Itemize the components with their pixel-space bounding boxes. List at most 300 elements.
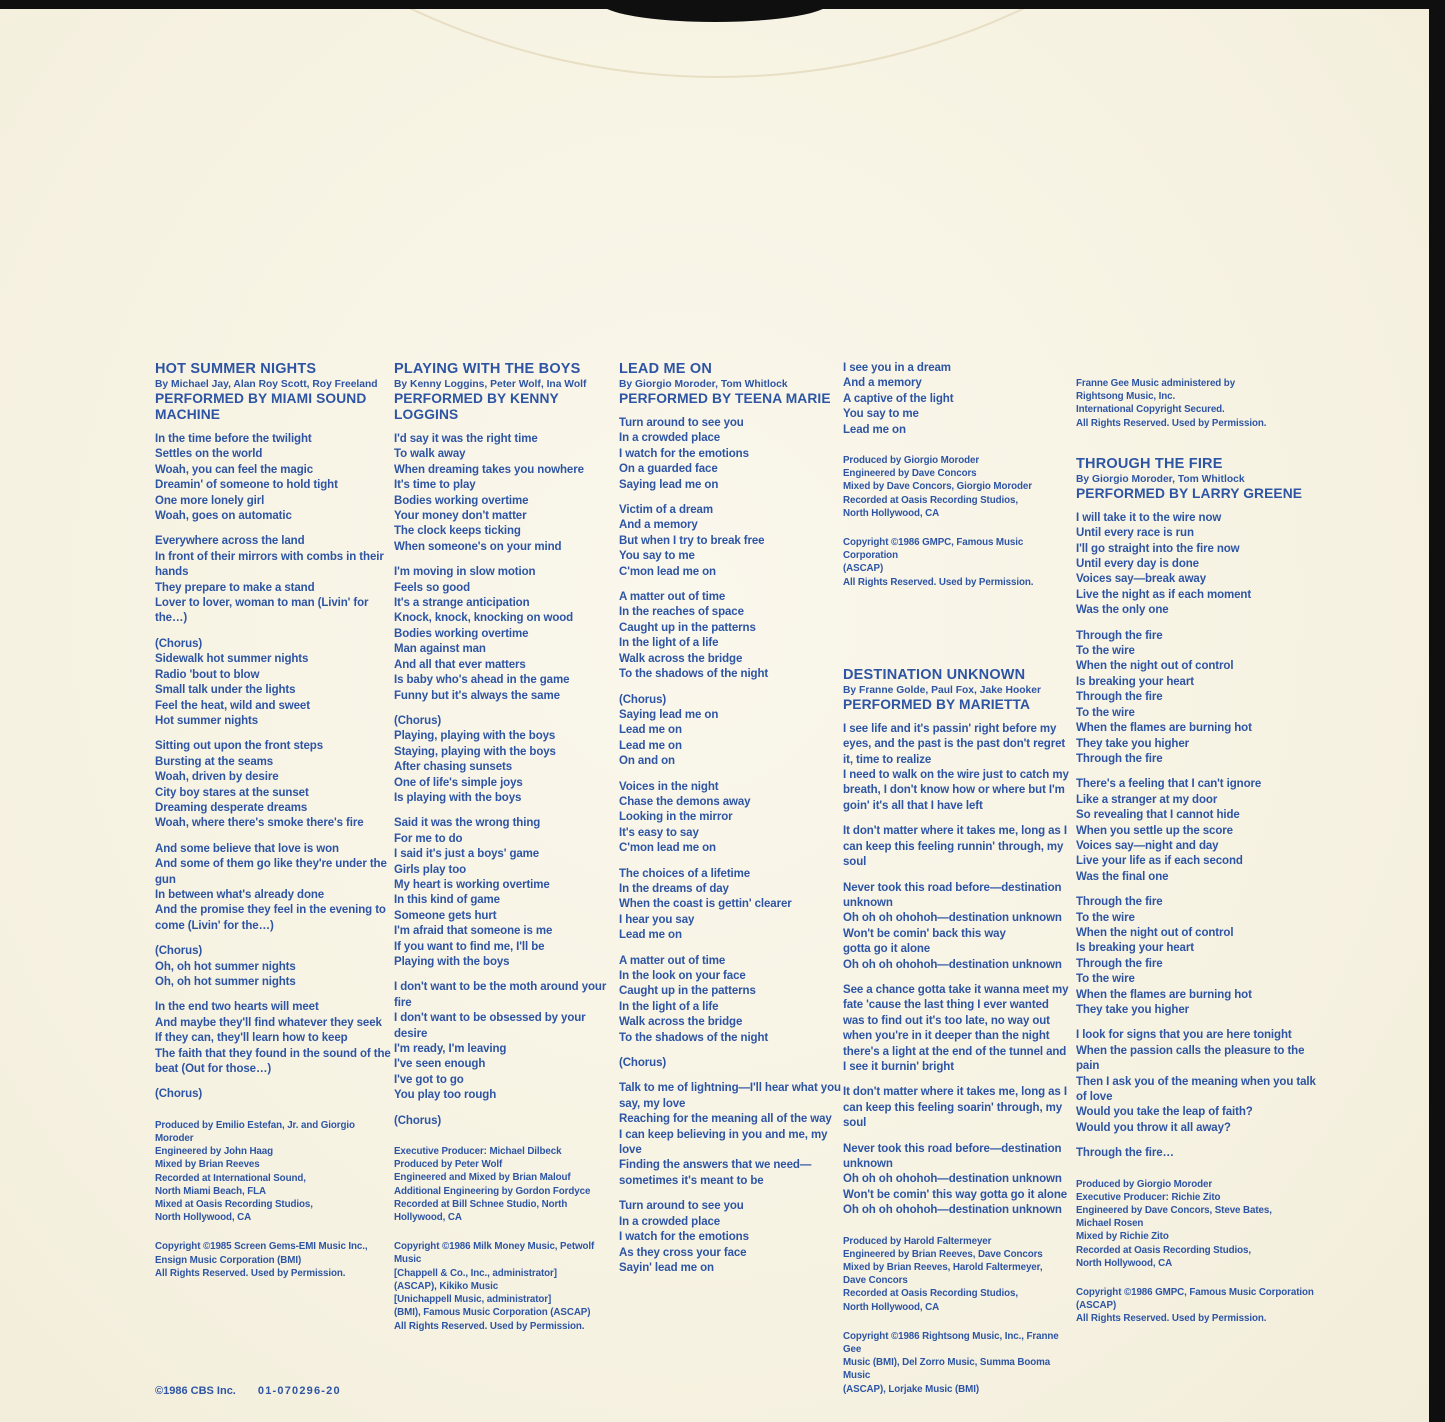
- song-byline: By Giorgio Moroder, Tom Whitlock: [1076, 473, 1245, 485]
- lyric-line: There's a feeling that I can't ignore: [1076, 778, 1262, 791]
- stanza: [843, 824, 1069, 870]
- lyric-line: If they can, they'll learn how to keep: [155, 1032, 348, 1045]
- lyric-line: A matter out of time: [619, 591, 726, 604]
- stanza: [619, 416, 841, 493]
- lyric-line: Small talk under the lights: [155, 684, 296, 697]
- credit-line: North Hollywood, CA: [155, 1212, 252, 1224]
- lyric-line: Oh, oh hot summer nights: [155, 960, 296, 973]
- stanza: [619, 954, 841, 1046]
- credit-line: All Rights Reserved. Used by Permission.: [1076, 417, 1267, 429]
- lyric-line: It don't matter where it takes me, long as I can keep this feeling runnin' through, my soul: [843, 825, 1067, 869]
- lyric-line: In a crowded place: [619, 432, 721, 445]
- lyric-line: And a memory: [619, 519, 698, 532]
- lyric-line: In the reaches of space: [619, 606, 744, 619]
- lyric-line: Woah, where there's smoke there's fire: [155, 817, 364, 830]
- lyric-line: On and on: [619, 755, 675, 768]
- lyric-line: When the coast is gettin' clearer: [619, 898, 792, 911]
- lyric-line: One of life's simple joys: [394, 776, 523, 789]
- lyric-line: Staying, playing with the boys: [394, 745, 556, 758]
- lyric-line: In between what's already done: [155, 888, 325, 901]
- lyric-line: Playing with the boys: [394, 956, 510, 968]
- lyric-line: You say to me: [619, 550, 695, 563]
- lyric-line: Woah, you can feel the magic: [155, 463, 314, 476]
- credit-line: Executive Producer: Michael Dilbeck: [394, 1146, 562, 1158]
- credit-line: [Unichappell Music, administrator]: [394, 1294, 552, 1306]
- credit-line: All Rights Reserved. Used by Permission.: [155, 1267, 346, 1279]
- lyric-line: And the promise they feel in the evening to come (Livin' for the…): [155, 904, 386, 932]
- credit-line: Engineered by Dave Concors, Steve Bates,: [1076, 1205, 1272, 1217]
- credit-line: Mixed by Richie Zito: [1076, 1231, 1169, 1243]
- lyrics-column-5: [1076, 361, 1316, 1326]
- stanza: [619, 867, 841, 944]
- lyric-line: Woah, goes on automatic: [155, 510, 292, 523]
- lyric-line: Was the only one: [1076, 604, 1169, 617]
- stanza: [843, 722, 1069, 814]
- lyric-line: Feel the heat, wild and sweet: [155, 699, 310, 712]
- lyric-line: As they cross your face: [619, 1246, 747, 1259]
- lyric-line: Lead me on: [843, 423, 906, 436]
- lyric-line: Everywhere across the land: [155, 535, 305, 548]
- lyric-line: City boy stares at the sunset: [155, 786, 309, 799]
- credit-line: (ASCAP), Kikiko Music: [394, 1280, 499, 1292]
- credit-line: Produced by Giorgio Moroder: [1076, 1178, 1213, 1190]
- lyric-line: To the wire: [1076, 973, 1135, 986]
- credits-block: [155, 1240, 391, 1280]
- lyric-line: When the night out of control: [1076, 926, 1234, 939]
- credit-line: All Rights Reserved. Used by Permission.: [1076, 1313, 1267, 1325]
- song-heading: [155, 361, 391, 423]
- stanza: [619, 1081, 841, 1189]
- credit-line: Produced by Giorgio Moroder: [843, 455, 980, 467]
- credit-line: Music (BMI), Del Zorro Music, Summa Booma Music: [843, 1357, 1051, 1382]
- credit-line: All Rights Reserved. Used by Permission.: [843, 576, 1034, 588]
- credits-block: [1076, 1178, 1316, 1270]
- lyric-line: They take you higher: [1076, 1004, 1190, 1016]
- lyric-line: I can keep believing in you and me, my love: [619, 1128, 828, 1157]
- lyric-line: So revealing that I cannot hide: [1076, 809, 1240, 822]
- lyric-line: Walk across the bridge: [619, 1016, 743, 1029]
- lyric-line: When dreaming takes you nowhere: [394, 463, 584, 476]
- lyric-line: You play too rough: [394, 1089, 497, 1102]
- lyric-line: If you want to find me, I'll be: [394, 940, 545, 953]
- song-heading: [843, 667, 1069, 713]
- credit-line: North Hollywood, CA: [1076, 1257, 1173, 1269]
- lyric-line: I hear you say: [619, 913, 695, 926]
- lyric-line: Oh oh oh ohohoh—destination unknown: [843, 958, 1062, 971]
- lyric-line: (Chorus): [619, 693, 667, 706]
- lyric-line: (Chorus): [619, 1057, 667, 1070]
- lyric-line: In the light of a life: [619, 1000, 719, 1013]
- credit-line: North Hollywood, CA: [843, 507, 940, 519]
- credits-block: [155, 1119, 391, 1225]
- song-title: HOT SUMMER NIGHTS: [155, 361, 317, 377]
- lyric-line: Voices say—night and day: [1076, 839, 1219, 852]
- lyric-line: Turn around to see you: [619, 1200, 744, 1213]
- credit-line: (BMI), Famous Music Corporation (ASCAP): [394, 1307, 591, 1319]
- stanza: [1076, 895, 1316, 1018]
- lyric-line: When someone's on your mind: [394, 540, 562, 553]
- lyric-line: They take you higher: [1076, 737, 1190, 750]
- lyric-line: I've got to go: [394, 1073, 464, 1086]
- lyric-line: Dreamin' of someone to hold tight: [155, 479, 338, 492]
- lyric-line: Won't be comin' this way gotta go it alone: [843, 1188, 1068, 1201]
- lyric-line: Said it was the wrong thing: [394, 817, 541, 830]
- stanza: [155, 1000, 391, 1077]
- lyric-line: Like a stranger at my door: [1076, 793, 1218, 806]
- song-performer: PERFORMED BY MIAMI SOUND MACHINE: [155, 391, 367, 422]
- song-performer: PERFORMED BY LARRY GREENE: [1076, 485, 1303, 501]
- stanza: [619, 780, 841, 857]
- stanza: [394, 432, 609, 555]
- credit-line: Mixed by Dave Concors, Giorgio Moroder: [843, 481, 1032, 493]
- credit-line: All Rights Reserved. Used by Permission.: [394, 1320, 585, 1332]
- lyric-line: Talk to me of lightning—I'll hear what you say, my love: [619, 1082, 841, 1110]
- lyrics-column-2: [394, 361, 609, 1333]
- lyrics-column-3: [619, 361, 841, 1286]
- credit-line: Engineered and Mixed by Brian Malouf: [394, 1172, 571, 1184]
- lyric-line: Until every day is done: [1076, 558, 1199, 571]
- label-copyright: ©1986 CBS Inc.: [155, 1385, 236, 1397]
- stanza: [843, 361, 1069, 438]
- credit-line: Copyright ©1986 GMPC, Famous Music Corporation: [1076, 1287, 1314, 1299]
- stanza: [394, 980, 609, 1103]
- lyric-line: Is breaking your heart: [1076, 942, 1194, 955]
- lyric-line: After chasing sunsets: [394, 761, 513, 774]
- lyric-line: I need to walk on the wire just to catch my breath, I don't know how or where but I'm goin' it's all that I have left: [843, 769, 1069, 812]
- lyric-line: The choices of a lifetime: [619, 867, 751, 880]
- lyric-line: Was the final one: [1076, 870, 1169, 883]
- stanza: [619, 503, 841, 580]
- lyric-line: Walk across the bridge: [619, 652, 743, 665]
- credit-line: Franne Gee Music administered by: [1076, 378, 1236, 389]
- credits-block: [843, 1235, 1069, 1314]
- lyric-line: Dreaming desperate dreams: [155, 801, 308, 814]
- lyric-line: To the wire: [1076, 911, 1135, 924]
- lyric-line: For me to do: [394, 832, 463, 845]
- lyric-line: Then I ask you of the meaning when you talk of love: [1076, 1075, 1316, 1104]
- lyric-line: Through the fire: [1076, 629, 1163, 642]
- lyric-line: A matter out of time: [619, 954, 726, 967]
- lyric-line: When the flames are burning hot: [1076, 988, 1252, 1001]
- credit-line: Engineered by John Haag: [155, 1146, 274, 1158]
- lyric-line: (Chorus): [155, 1088, 203, 1101]
- stanza: [843, 881, 1069, 973]
- lyric-line: When the night out of control: [1076, 660, 1234, 673]
- lyric-line: To the shadows of the night: [619, 668, 769, 681]
- lyric-line: Through the fire: [1076, 957, 1163, 970]
- lyric-line: When the flames are burning hot: [1076, 722, 1252, 735]
- lyric-line: Reaching for the meaning all of the way: [619, 1113, 832, 1126]
- lyric-line: Won't be comin' back this way: [843, 927, 1006, 940]
- song-heading: [394, 361, 609, 423]
- stanza: [155, 432, 391, 524]
- song-title: PLAYING WITH THE BOYS: [394, 361, 581, 377]
- stanza: [394, 816, 609, 970]
- lyric-line: When the passion calls the pleasure to the pain: [1076, 1044, 1305, 1073]
- stanza: [1076, 1146, 1316, 1161]
- stanza: [155, 1087, 391, 1102]
- stanza: [155, 739, 391, 831]
- lyric-line: Looking in the mirror: [619, 811, 733, 824]
- lyric-line: To walk away: [394, 448, 466, 461]
- credit-line: Produced by Harold Faltermeyer: [843, 1235, 992, 1247]
- lyric-line: C'mon lead me on: [619, 565, 716, 578]
- lyric-line: They prepare to make a stand: [155, 581, 315, 594]
- lyric-line: Caught up in the patterns: [619, 621, 756, 634]
- lyric-line: Hot summer nights: [155, 714, 259, 727]
- lyric-line: Saying lead me on: [619, 708, 719, 721]
- lyric-line: My heart is working overtime: [394, 878, 550, 891]
- lyric-line: C'mon lead me on: [619, 842, 716, 855]
- stanza: [155, 534, 391, 626]
- lyric-line: Victim of a dream: [619, 504, 713, 517]
- stanza: [843, 1085, 1069, 1131]
- lyric-line: Oh, oh hot summer nights: [155, 976, 296, 988]
- lyric-line: Caught up in the patterns: [619, 985, 756, 998]
- lyric-line: Live the night as if each moment: [1076, 588, 1252, 601]
- stanza: [394, 714, 609, 806]
- lyric-line: Lead me on: [619, 739, 682, 752]
- lyric-line: Lead me on: [619, 724, 682, 737]
- credit-line: Recorded at Oasis Recording Studios,: [843, 494, 1018, 506]
- lyric-line: I watch for the emotions: [619, 1231, 749, 1244]
- lyric-line: In the dreams of day: [619, 882, 729, 895]
- lyric-line: In the light of a life: [619, 637, 719, 650]
- lyric-line: Would you throw it all away?: [1076, 1121, 1231, 1134]
- credits-block: [843, 1330, 1069, 1396]
- lyric-line: And all that ever matters: [394, 658, 526, 671]
- stanza: [1076, 511, 1316, 619]
- credits-block: [394, 1145, 609, 1224]
- lyric-line: It's a strange anticipation: [394, 597, 530, 610]
- lyric-line: In the end two hearts will meet: [155, 1001, 319, 1014]
- lyrics-column-1: [155, 361, 391, 1280]
- stanza: [1076, 629, 1316, 768]
- lyric-line: It's time to play: [394, 479, 476, 492]
- lyric-line: I'll go straight into the fire now: [1076, 542, 1240, 555]
- credit-line: Engineered by Brian Reeves, Dave Concors: [843, 1248, 1043, 1260]
- lyric-line: I said it's just a boys' game: [394, 848, 540, 861]
- footer-line: [155, 1385, 341, 1397]
- stanza: [619, 693, 841, 770]
- stanza: [394, 1114, 609, 1129]
- song-title: LEAD ME ON: [619, 361, 713, 377]
- stanza: [155, 944, 391, 990]
- lyric-line: Oh oh oh ohohoh—destination unknown: [843, 1204, 1062, 1217]
- lyric-line: I see life and it's passin' right before my eyes, and the past is the past don't regret it, time to realize: [843, 722, 1066, 766]
- stanza: [843, 1142, 1069, 1219]
- lyric-line: Until every race is run: [1076, 527, 1194, 540]
- lyric-line: Through the fire: [1076, 752, 1163, 765]
- lyric-line: When you settle up the score: [1076, 824, 1233, 837]
- credits-block: [394, 1240, 609, 1332]
- credit-line: (ASCAP): [1076, 1300, 1117, 1312]
- lyric-line: Your money don't matter: [394, 510, 527, 523]
- lyric-line: Oh oh oh ohohoh—destination unknown: [843, 1173, 1062, 1186]
- credit-line: International Copyright Secured.: [1076, 404, 1225, 416]
- lyric-line: Settles on the world: [155, 448, 263, 461]
- credit-line: Recorded at International Sound,: [155, 1172, 306, 1184]
- lyric-line: I will take it to the wire now: [1076, 511, 1222, 524]
- lyric-line: Bursting at the seams: [155, 755, 274, 768]
- lyric-line: In the look on your face: [619, 970, 746, 982]
- record-sleeve: [0, 9, 1429, 1422]
- lyric-line: On a guarded face: [619, 463, 718, 476]
- lyric-line: Funny but it's always the same: [394, 689, 560, 702]
- lyric-line: (Chorus): [394, 1114, 442, 1127]
- credit-line: Dave Concors: [843, 1275, 908, 1287]
- lyric-line: Live your life as if each second: [1076, 855, 1243, 868]
- lyric-line: To the wire: [1076, 706, 1135, 719]
- lyric-line: And some of them go like they're under the gun: [155, 858, 387, 886]
- lyric-line: Girls play too: [394, 863, 467, 876]
- lyric-line: Turn around to see you: [619, 417, 744, 429]
- credit-line: Copyright ©1986 Rightsong Music, Inc., Franne Gee: [843, 1330, 1059, 1356]
- lyric-line: The faith that they found in the sound of the beat (Out for those…): [155, 1047, 391, 1076]
- stanza: [619, 1199, 841, 1276]
- credit-line: Produced by Emilio Estefan, Jr. and Giorgio Moroder: [155, 1119, 355, 1145]
- credits-block: [843, 454, 1069, 520]
- lyric-line: Oh oh oh ohohoh—destination unknown: [843, 912, 1062, 925]
- lyric-line: I'd say it was the right time: [394, 433, 538, 445]
- stanza: [619, 590, 841, 682]
- credit-line: (ASCAP), Lorjake Music (BMI): [843, 1383, 980, 1395]
- lyric-line: Is breaking your heart: [1076, 675, 1194, 688]
- catalog-number: 01-070296-20: [257, 1385, 341, 1397]
- credits-block: [843, 536, 1069, 589]
- lyric-line: Sayin' lead me on: [619, 1261, 714, 1274]
- lyric-line: See a chance gotta take it wanna meet my fate 'cause the last thing I ever wanted was to find out it's too late, no way out when you're in it deeper than the night there's a light at the end of the tunnel and I see it burnin' bright: [843, 983, 1069, 1073]
- credit-line: Recorded at Oasis Recording Studios,: [1076, 1244, 1251, 1256]
- lyric-line: To the wire: [1076, 645, 1135, 658]
- lyric-line: Voices in the night: [619, 780, 719, 793]
- lyric-line: I'm afraid that someone is me: [394, 925, 553, 938]
- lyric-line: I watch for the emotions: [619, 447, 749, 460]
- lyric-line: Bodies working overtime: [394, 494, 529, 507]
- lyric-line: But when I try to break free: [619, 534, 765, 547]
- song-heading: [1076, 456, 1316, 502]
- credit-line: Engineered by Dave Concors: [843, 468, 977, 480]
- credit-line: Recorded at Oasis Recording Studios,: [843, 1288, 1018, 1300]
- lyric-line: (Chorus): [155, 945, 203, 958]
- credit-line: Michael Rosen: [1076, 1218, 1144, 1230]
- stanza: [394, 565, 609, 704]
- stanza: [155, 637, 391, 729]
- lyric-line: I'm ready, I'm leaving: [394, 1043, 507, 1056]
- lyric-line: Never took this road before—destination unknown: [843, 1142, 1062, 1171]
- lyric-line: I'm moving in slow motion: [394, 566, 536, 579]
- credit-line: Produced by Peter Wolf: [394, 1159, 503, 1171]
- stanza: [619, 1056, 841, 1071]
- lyric-line: And maybe they'll find whatever they seek: [155, 1016, 382, 1029]
- stanza: [843, 983, 1069, 1075]
- lyric-line: Is baby who's ahead in the game: [394, 674, 570, 687]
- song-performer: PERFORMED BY MARIETTA: [843, 696, 1031, 712]
- song-performer: PERFORMED BY KENNY LOGGINS: [394, 391, 559, 422]
- lyric-line: Bodies working overtime: [394, 627, 529, 640]
- song-byline: By Franne Golde, Paul Fox, Jake Hooker: [843, 684, 1041, 696]
- lyric-line: I've seen enough: [394, 1058, 486, 1071]
- credit-line: Executive Producer: Richie Zito: [1076, 1191, 1221, 1203]
- stanza: [1076, 777, 1316, 885]
- lyric-line: (Chorus): [155, 637, 203, 650]
- lyric-line: And a memory: [843, 377, 922, 390]
- credit-line: Mixed by Brian Reeves: [155, 1159, 260, 1171]
- credits-block: [1076, 1286, 1316, 1326]
- credit-line: (ASCAP): [843, 563, 884, 575]
- lyric-line: In a crowded place: [619, 1215, 721, 1228]
- lyric-line: Sitting out upon the front steps: [155, 740, 323, 753]
- lyric-line: A captive of the light: [843, 392, 954, 405]
- lyric-line: I don't want to be obsessed by your desire: [394, 1012, 586, 1040]
- credit-line: Copyright ©1985 Screen Gems-EMI Music Inc.,: [155, 1241, 368, 1253]
- lyric-line: Someone gets hurt: [394, 909, 497, 922]
- lyric-line: You say to me: [843, 408, 919, 421]
- lyric-line: Playing, playing with the boys: [394, 730, 556, 743]
- lyric-line: gotta go it alone: [843, 943, 931, 956]
- credit-line: North Miami Beach, FLA: [155, 1185, 267, 1197]
- lyric-line: In this kind of game: [394, 894, 500, 907]
- lyric-line: Feels so good: [394, 581, 471, 594]
- lyric-line: Never took this road before—destination unknown: [843, 881, 1062, 909]
- song-byline: By Giorgio Moroder, Tom Whitlock: [619, 379, 788, 390]
- song-heading: [619, 361, 841, 407]
- lyric-line: Chase the demons away: [619, 795, 751, 808]
- credits-block: [1076, 377, 1316, 430]
- credit-line: Mixed by Brian Reeves, Harold Faltermeyer,: [843, 1262, 1043, 1274]
- lyric-line: I see you in a dream: [843, 362, 951, 374]
- credit-line: Additional Engineering by Gordon Fordyce: [394, 1185, 591, 1197]
- lyric-line: Radio 'bout to blow: [155, 668, 260, 681]
- lyric-line: In the time before the twilight: [155, 433, 312, 445]
- stanza: [1076, 1028, 1316, 1136]
- lyric-line: Finding the answers that we need—sometimes it's meant to be: [619, 1159, 812, 1187]
- lyric-line: Lead me on: [619, 929, 682, 942]
- credit-line: North Hollywood, CA: [843, 1301, 940, 1313]
- lyric-line: Voices say—break away: [1076, 573, 1207, 586]
- lyric-line: Lover to lover, woman to man (Livin' for the…): [155, 597, 369, 625]
- lyric-line: The clock keeps ticking: [394, 525, 521, 538]
- lyric-line: Is playing with the boys: [394, 791, 522, 804]
- credit-line: [Chappell & Co., Inc., administrator]: [394, 1267, 557, 1279]
- song-title: THROUGH THE FIRE: [1076, 455, 1223, 472]
- lyric-line: In front of their mirrors with combs in their hands: [155, 550, 384, 579]
- lyric-line: Through the fire: [1076, 896, 1163, 909]
- lyric-line: Woah, driven by desire: [155, 771, 279, 784]
- song-byline: By Michael Jay, Alan Roy Scott, Roy Freeland: [155, 379, 378, 390]
- song-title: DESTINATION UNKNOWN: [843, 666, 1026, 683]
- lyric-line: Through the fire…: [1076, 1147, 1174, 1160]
- lyric-line: It don't matter where it takes me, long as I can keep this feeling soarin' through, my soul: [843, 1086, 1067, 1130]
- lyric-line: And some believe that love is won: [155, 842, 339, 855]
- song-byline: By Kenny Loggins, Peter Wolf, Ina Wolf: [394, 379, 587, 390]
- credit-line: Ensign Music Corporation (BMI): [155, 1254, 302, 1266]
- lyric-line: To the shadows of the night: [619, 1031, 769, 1044]
- stanza: [155, 842, 391, 934]
- lyric-line: It's easy to say: [619, 826, 699, 839]
- lyric-line: Sidewalk hot summer nights: [155, 653, 309, 666]
- lyric-line: Man against man: [394, 643, 486, 656]
- credit-line: Rightsong Music, Inc.: [1076, 391, 1176, 403]
- credit-line: Recorded at Bill Schnee Studio, North Hollywood, CA: [394, 1198, 568, 1224]
- lyrics-column-4: [843, 361, 1069, 1396]
- lyric-line: Would you take the leap of faith?: [1076, 1106, 1253, 1119]
- lyric-line: I look for signs that you are here tonight: [1076, 1029, 1292, 1042]
- credit-line: Mixed at Oasis Recording Studios,: [155, 1199, 313, 1211]
- credit-line: Copyright ©1986 Milk Money Music, Petwolf Music: [394, 1241, 595, 1266]
- lyric-line: I don't want to be the moth around your fire: [394, 981, 607, 1009]
- lyric-line: (Chorus): [394, 714, 442, 727]
